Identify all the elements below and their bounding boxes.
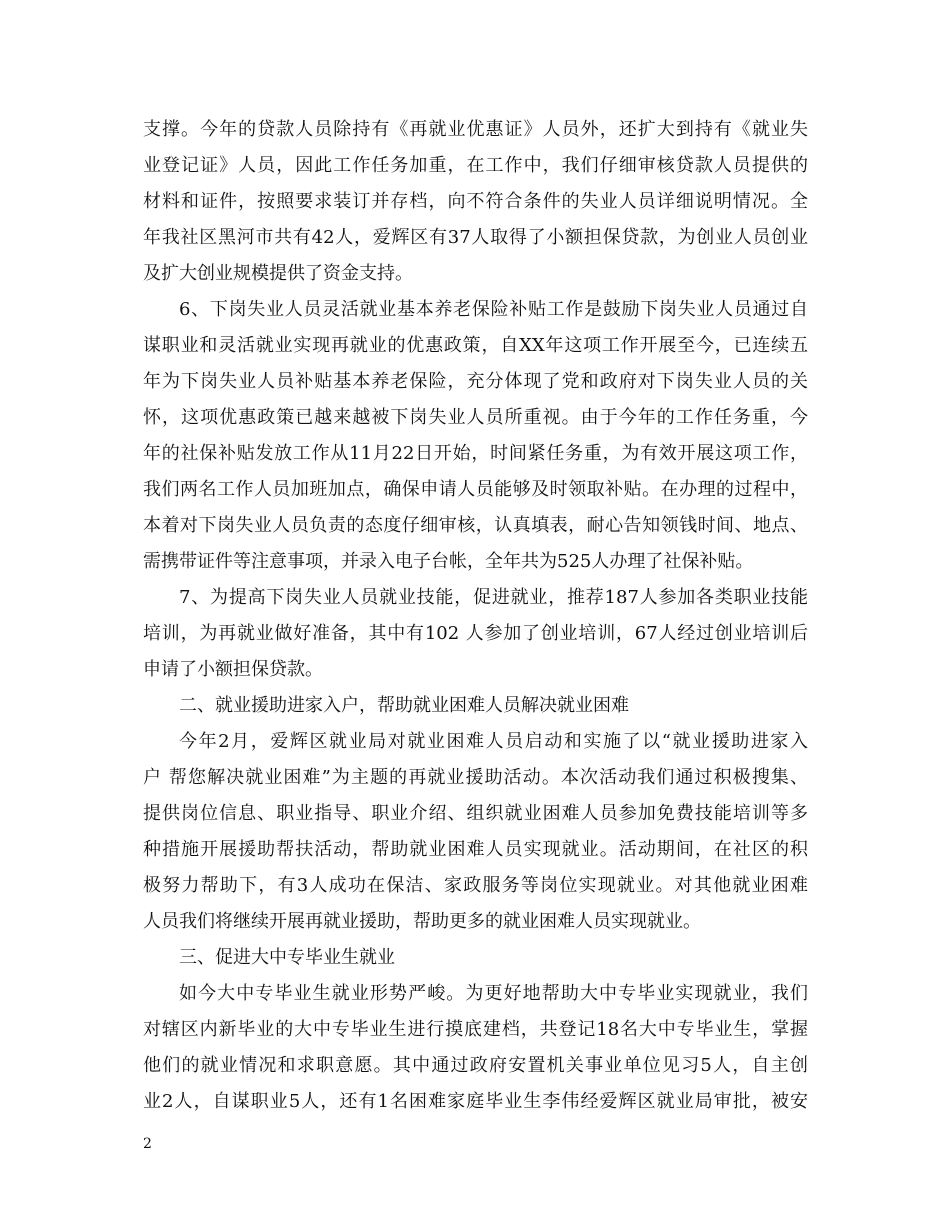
- paragraph-line: 人员我们将继续开展再就业援助，帮助更多的就业困难人员实现就业。: [143, 911, 701, 932]
- paragraph-line: 如今大中专毕业生就业形势严峻。为更好地帮助大中专毕业实现就业，我们: [179, 983, 808, 1004]
- paragraph-line: 业2人，自谋职业5人，还有1名困难家庭毕业生李伟经爱辉区就业局审批，被安: [143, 1091, 808, 1112]
- paragraph-line: 年的社保补贴发放工作从11月22日开始，时间紧任务重，为有效开展这项工作，: [143, 443, 808, 464]
- paragraph-line: 户 帮您解决就业困难”为主题的再就业援助活动。本次活动我们通过积极搜集、: [143, 767, 808, 788]
- paragraph-line: 申请了小额担保贷款。: [143, 659, 323, 680]
- paragraph-line: 今年2月，爱辉区就业局对就业困难人员启动和实施了以“就业援助进家入: [179, 731, 808, 752]
- section-heading: 三、促进大中专毕业生就业: [179, 947, 395, 968]
- paragraph-line: 对辖区内新毕业的大中专毕业生进行摸底建档，共登记18名大中专毕业生，掌握: [143, 1019, 808, 1040]
- paragraph-line: 支撑。今年的贷款人员除持有《再就业优惠证》人员外，还扩大到持有《就业失: [143, 119, 808, 140]
- paragraph-line: 6、下岗失业人员灵活就业基本养老保险补贴工作是鼓励下岗失业人员通过自: [179, 299, 808, 320]
- paragraph-line: 本着对下岗失业人员负责的态度仔细审核，认真填表，耐心告知领钱时间、地点、: [143, 515, 808, 536]
- paragraph-line: 提供岗位信息、职业指导、职业介绍、组织就业困难人员参加免费技能培训等多: [143, 803, 808, 824]
- paragraph-line: 年为下岗失业人员补贴基本养老保险，充分体现了党和政府对下岗失业人员的关: [143, 371, 808, 392]
- paragraph-line: 种措施开展援助帮扶活动，帮助就业困难人员实现就业。活动期间，在社区的积: [143, 839, 808, 860]
- paragraph-line: 业登记证》人员，因此工作任务加重，在工作中，我们仔细审核贷款人员提供的: [143, 155, 808, 176]
- paragraph-line: 需携带证件等注意事项，并录入电子台帐，全年共为525人办理了社保补贴。: [143, 551, 754, 572]
- paragraph-line: 材料和证件，按照要求装订并存档，向不符合条件的失业人员详细说明情况。全: [143, 191, 808, 212]
- paragraph-line: 我们两名工作人员加班加点，确保申请人员能够及时领取补贴。在办理的过程中，: [143, 479, 808, 500]
- paragraph-line: 他们的就业情况和求职意愿。其中通过政府安置机关事业单位见习5人，自主创: [143, 1055, 808, 1076]
- paragraph-line: 7、为提高下岗失业人员就业技能，促进就业，推荐187人参加各类职业技能: [179, 587, 808, 608]
- paragraph-line: 谋职业和灵活就业实现再就业的优惠政策，自XX年这项工作开展至今，已连续五: [143, 335, 808, 356]
- body-text: [143, 112, 808, 1120]
- paragraph-line: 及扩大创业规模提供了资金支持。: [143, 263, 413, 284]
- paragraph-line: 培训，为再就业做好准备，其中有102 人参加了创业培训，67人经过创业培训后: [143, 623, 808, 644]
- paragraph-line: 极努力帮助下，有3人成功在保洁、家政服务等岗位实现就业。对其他就业困难: [143, 875, 808, 896]
- paragraph-line: 怀，这项优惠政策已越来越被下岗失业人员所重视。由于今年的工作任务重，今: [143, 407, 808, 428]
- page-number: 2: [143, 1136, 152, 1152]
- section-heading: 二、就业援助进家入户，帮助就业困难人员解决就业困难: [179, 695, 629, 716]
- paragraph-line: 年我社区黑河市共有42人，爱辉区有37人取得了小额担保贷款，为创业人员创业: [143, 227, 808, 248]
